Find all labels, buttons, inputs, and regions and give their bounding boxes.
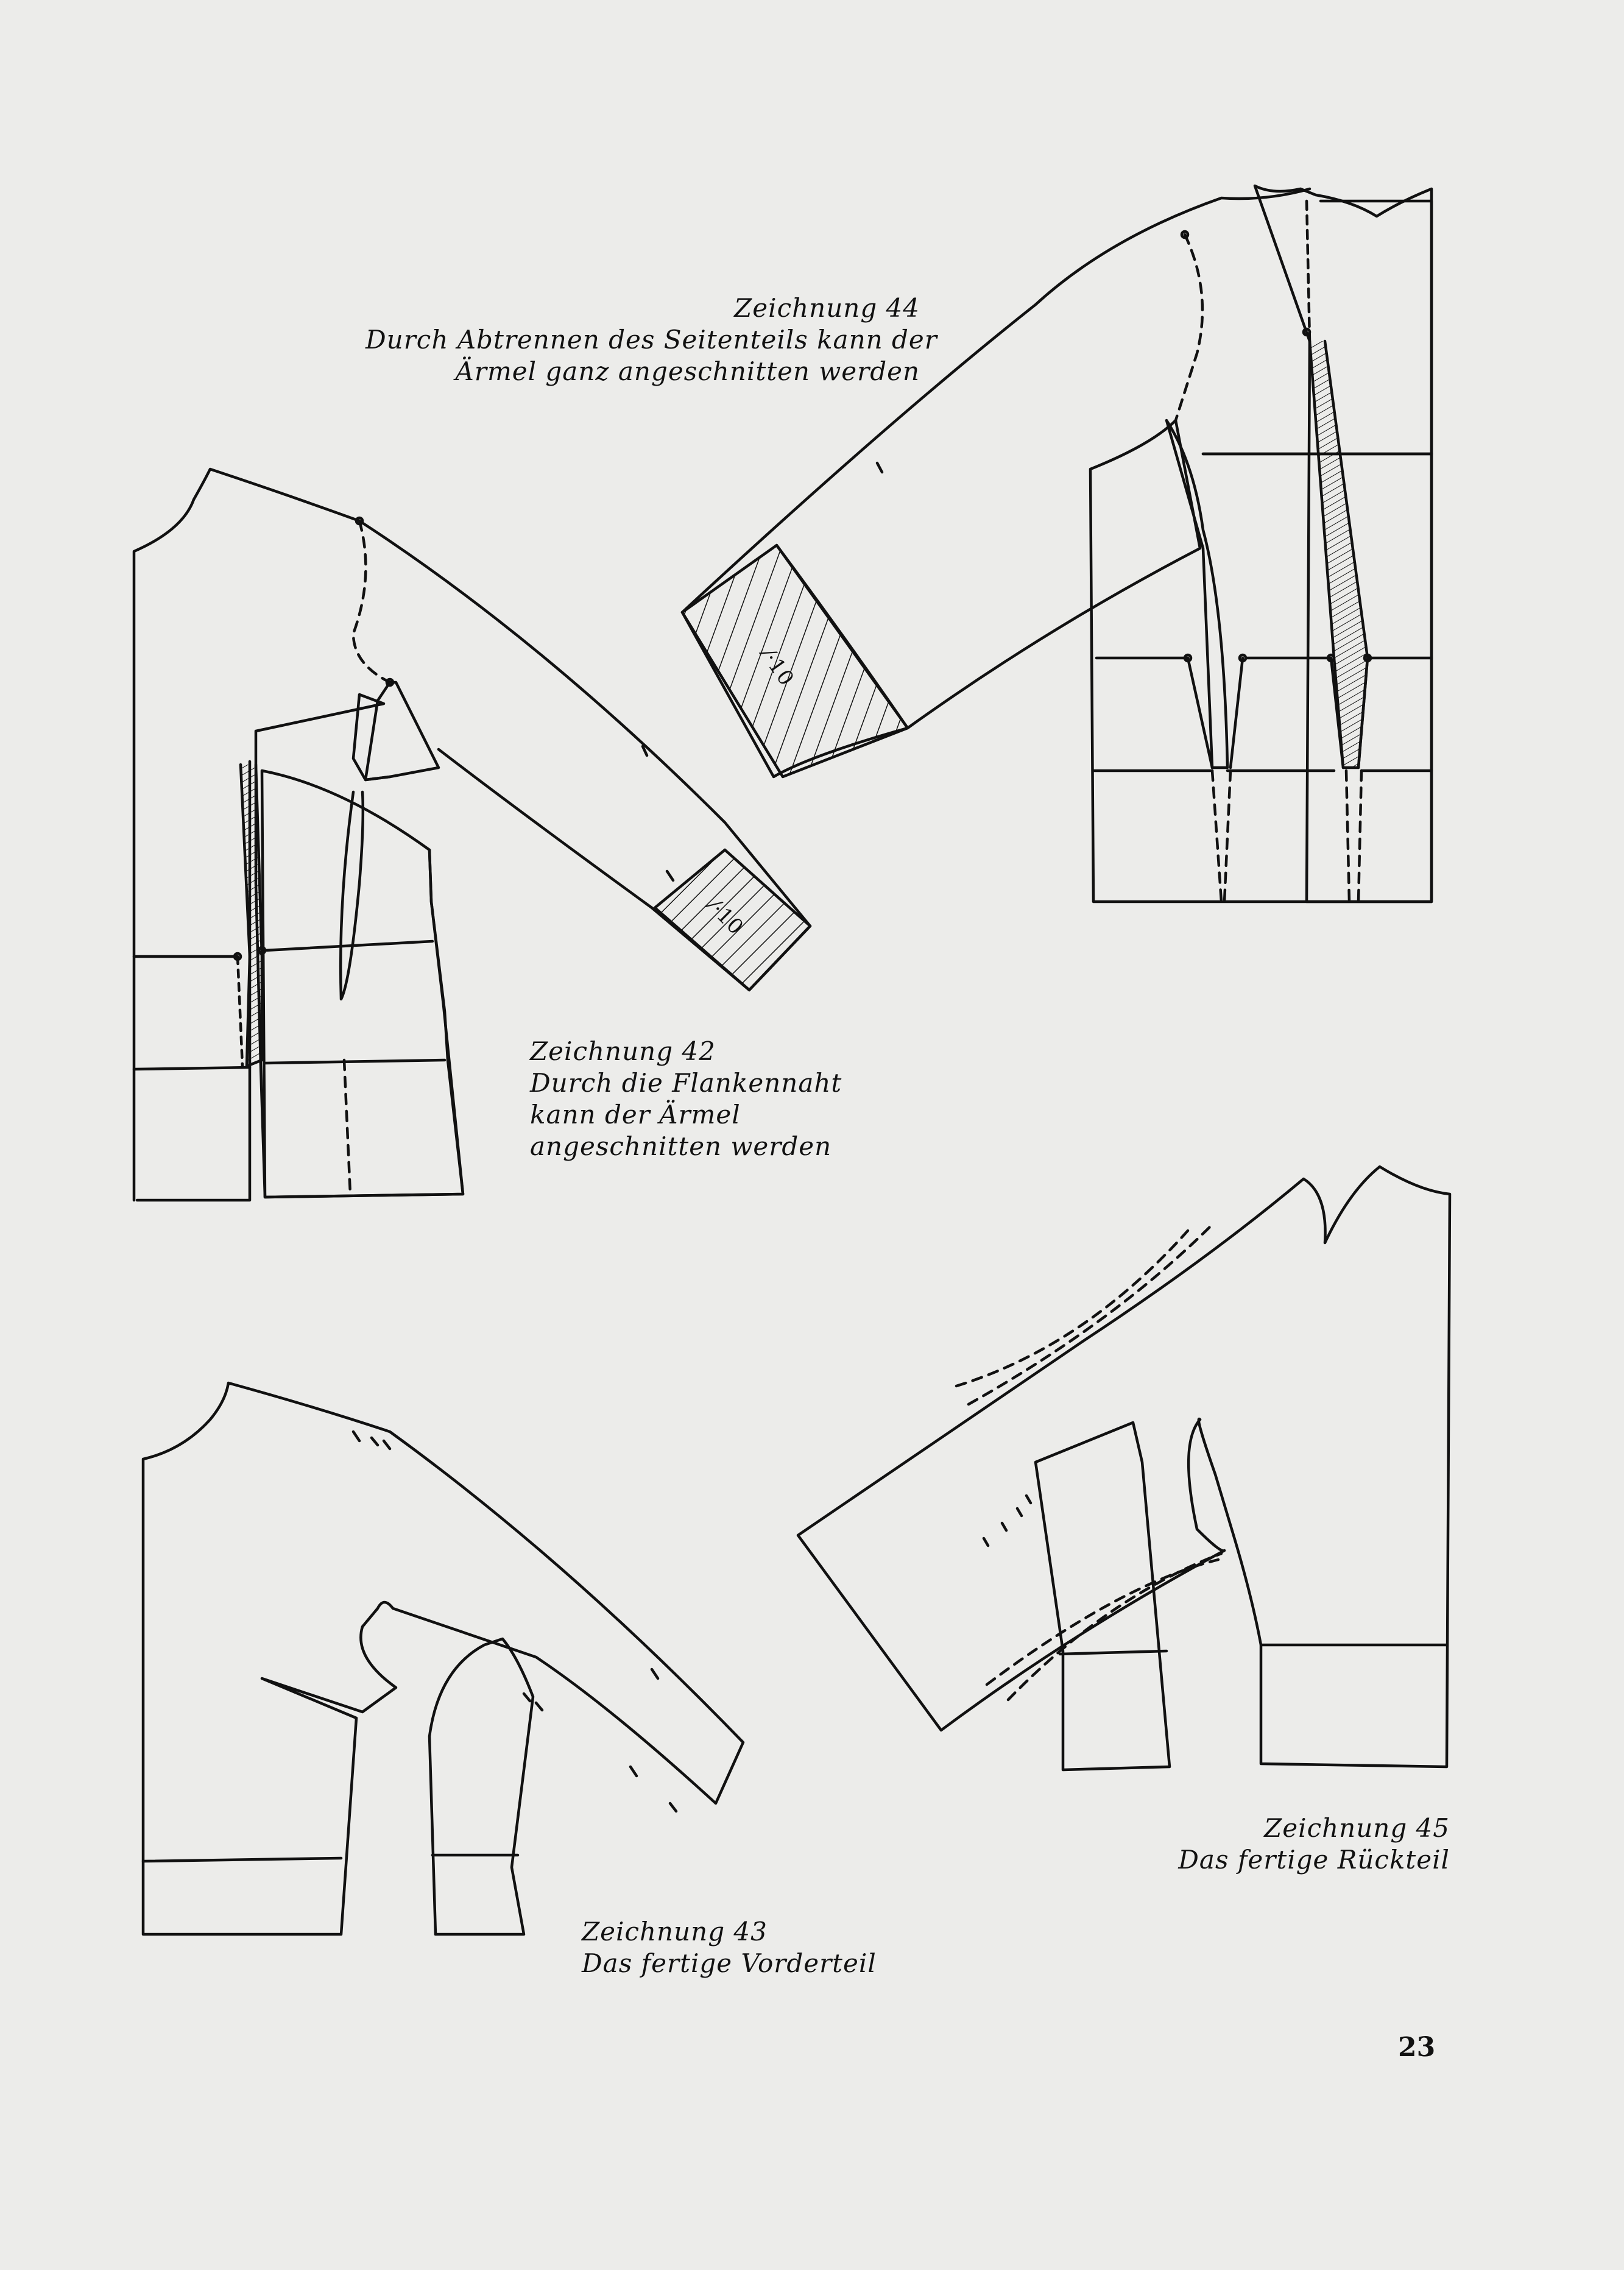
caption-44-line1: Durch Abtrennen des Seitenteils kann der (365, 325, 937, 355)
sleeve-marks (877, 463, 882, 472)
drawing-45 (798, 1167, 1450, 1770)
back-outline (798, 1167, 1450, 1767)
caption-43-title: Zeichnung 43 (582, 1917, 768, 1946)
dart-dashed (238, 956, 242, 1066)
sleeve-cap-dashed (1176, 235, 1202, 420)
armhole-piece (1167, 420, 1227, 768)
waist-line (134, 941, 432, 956)
caption-44-title: Zeichnung 44 (734, 293, 920, 323)
side-panel (1036, 1423, 1170, 1770)
caption-zeichnung-43 (582, 1916, 877, 1979)
shaded-label-44: ⁄·10 (757, 645, 799, 691)
sleeve-cap-curve-dashed (353, 521, 390, 682)
caption-42-title: Zeichnung 42 (530, 1036, 716, 1066)
flank-seam (341, 792, 363, 999)
shaded-label-42: ⁄·10 (704, 895, 749, 940)
caption-42-line3: angeschnitten werden (530, 1131, 832, 1161)
page-number: 23 (1398, 2032, 1436, 2063)
underarm-dart (365, 682, 439, 780)
cross-marks (984, 1496, 1031, 1546)
flank-dart (241, 765, 262, 1066)
caption-44-line2: Ärmel ganz angeschnitten werden (455, 356, 920, 386)
caption-42-line1: Durch die Flankennaht (530, 1068, 842, 1098)
hip-line (1060, 1645, 1447, 1654)
caption-43-line1: Das fertige Vorderteil (582, 1948, 877, 1978)
hip-line (143, 1855, 518, 1861)
caption-zeichnung-44 (365, 292, 937, 387)
front-outline (143, 1383, 743, 1934)
back-center-dashed (1307, 201, 1310, 341)
sleeve-dashes-lower (987, 1554, 1221, 1700)
shoulder-marks (353, 1432, 676, 1811)
caption-42-line2: kann der Ärmel (530, 1100, 741, 1130)
back-dart-shaded (1310, 341, 1368, 768)
dashed-lower (1212, 771, 1361, 902)
center-dashed (344, 1060, 350, 1194)
drawing-43 (143, 1383, 743, 1934)
caption-zeichnung-42 (530, 1036, 842, 1162)
caption-zeichnung-45 (1036, 1812, 1450, 1876)
caption-45-title: Zeichnung 45 (1264, 1813, 1450, 1843)
sleeve-dashes-upper (956, 1225, 1212, 1404)
hip-line (134, 1060, 445, 1069)
caption-45-line1: Das fertige Rückteil (1178, 1845, 1450, 1875)
side-panel (429, 1639, 533, 1934)
